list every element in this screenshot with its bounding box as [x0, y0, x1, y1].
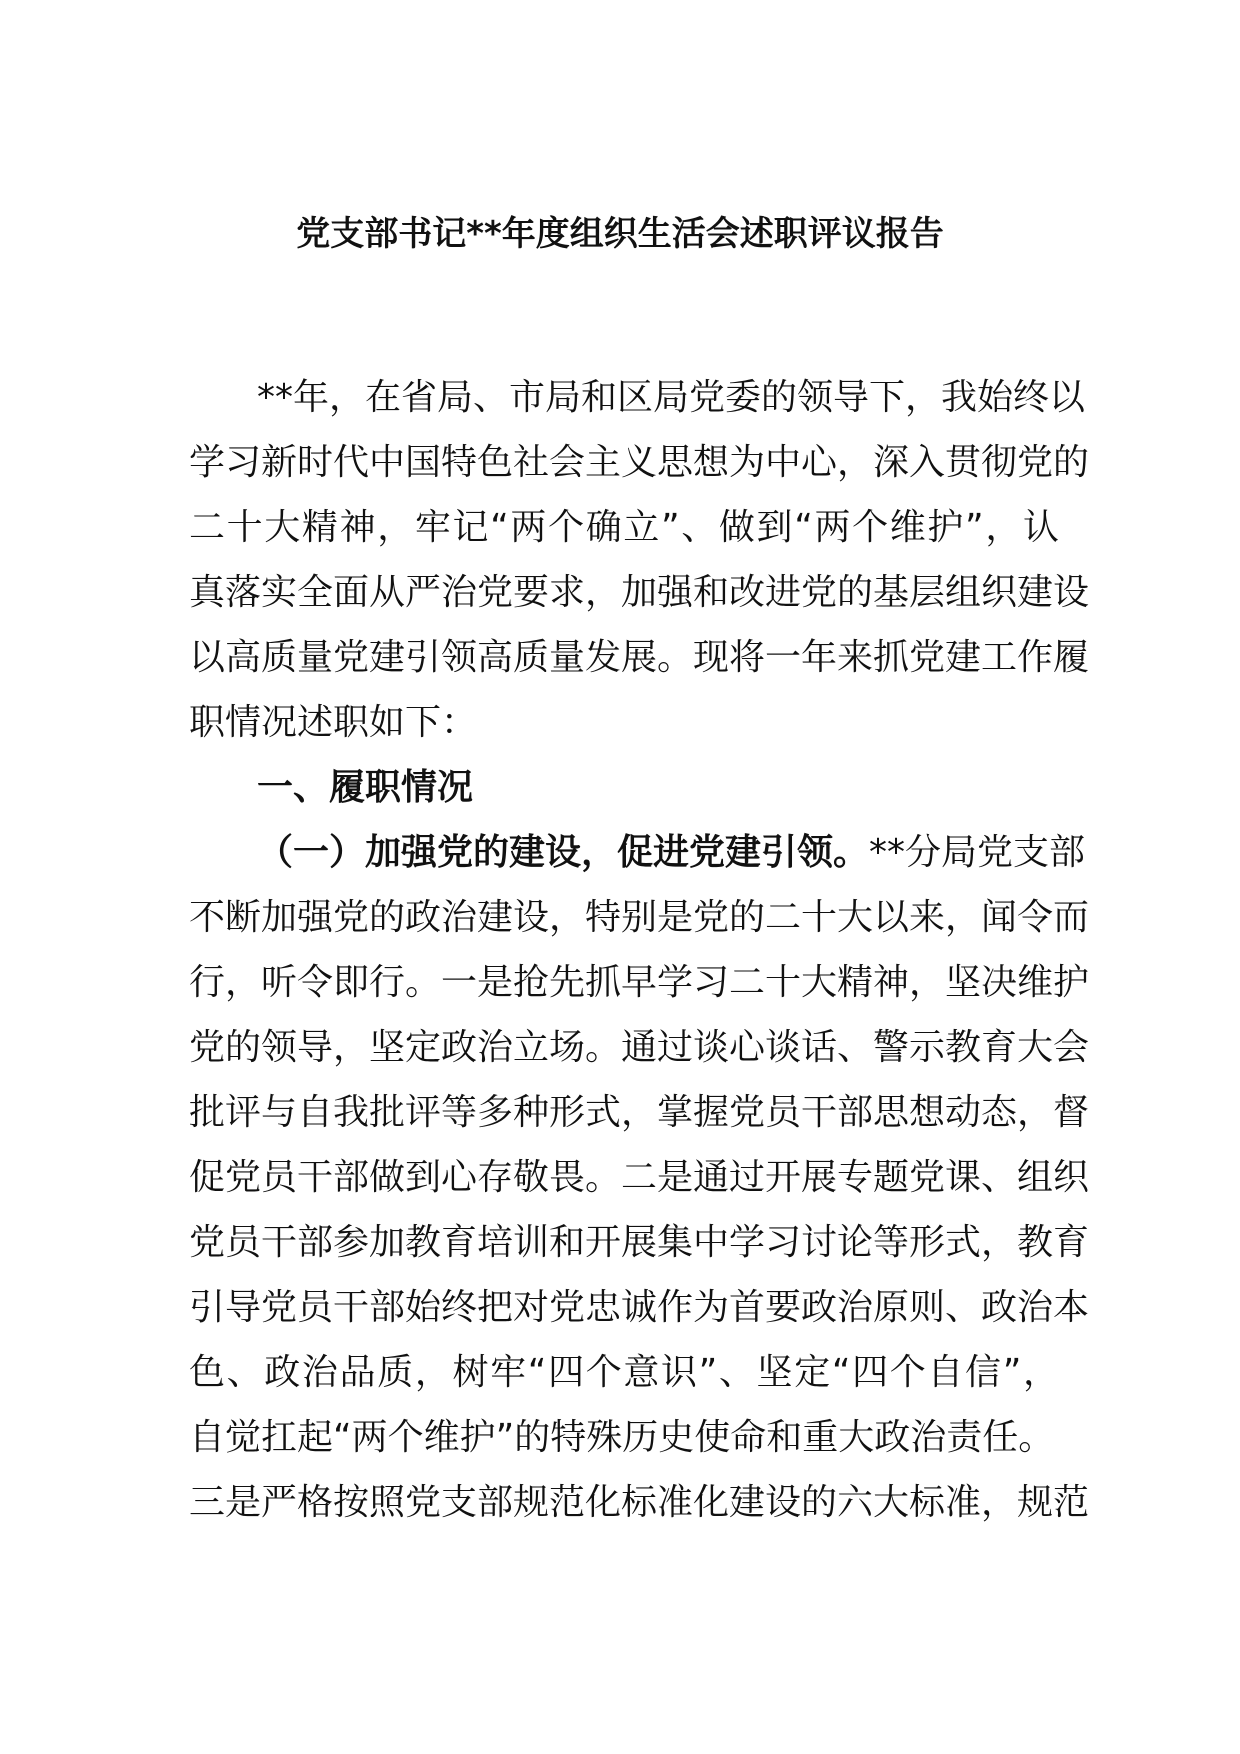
paragraph-line: 引导党员干部始终把对党忠诚作为首要政治原则、政治本 [189, 1287, 1090, 1328]
paragraph-line: 色、政治品质，树牢“四个意识”、坚定“四个自信”， [189, 1352, 1059, 1393]
paragraph-line: 自觉扛起“两个维护”的特殊历史使命和重大政治责任。 [189, 1417, 1055, 1458]
subsection-heading: （一）加强党的建设，促进党建引领。 [257, 832, 870, 873]
paragraph-line: 二十大精神，牢记“两个确立”、做到“两个维护”，认 [189, 507, 1059, 548]
paragraph-line: 促党员干部做到心存敬畏。二是通过开展专题党课、组织 [189, 1157, 1090, 1198]
paragraph-line: 职情况述职如下： [189, 702, 478, 743]
subsection-paragraph [189, 820, 1090, 1535]
intro-paragraph [189, 365, 1090, 755]
paragraph-line: 不断加强党的政治建设，特别是党的二十大以来，闻令而 [189, 897, 1090, 938]
paragraph-line: 党员干部参加教育培训和开展集中学习讨论等形式，教育 [189, 1222, 1090, 1263]
paragraph-line: 三是严格按照党支部规范化标准化建设的六大标准，规范 [189, 1482, 1090, 1523]
subsection-text: **分局党支部 [869, 832, 1086, 873]
section-heading: 一、履职情况 [257, 767, 474, 808]
paragraph-line [189, 820, 1086, 885]
document-body [189, 365, 1090, 1535]
paragraph-line: 行，听令即行。一是抢先抓早学习二十大精神，坚决维护 [189, 962, 1090, 1003]
document-title: 党支部书记**年度组织生活会述职评议报告 [296, 214, 944, 254]
paragraph-line: 真落实全面从严治党要求，加强和改进党的基层组织建设 [189, 572, 1090, 613]
paragraph-line: 批评与自我批评等多种形式，掌握党员干部思想动态，督 [189, 1092, 1090, 1133]
paragraph-line: **年，在省局、市局和区局党委的领导下，我始终以 [257, 377, 1086, 418]
paragraph-line: 党的领导，坚定政治立场。通过谈心谈话、警示教育大会 [189, 1027, 1090, 1068]
paragraph-line: 学习新时代中国特色社会主义思想为中心，深入贯彻党的 [189, 442, 1090, 483]
paragraph-line: 以高质量党建引领高质量发展。现将一年来抓党建工作履 [189, 637, 1090, 678]
